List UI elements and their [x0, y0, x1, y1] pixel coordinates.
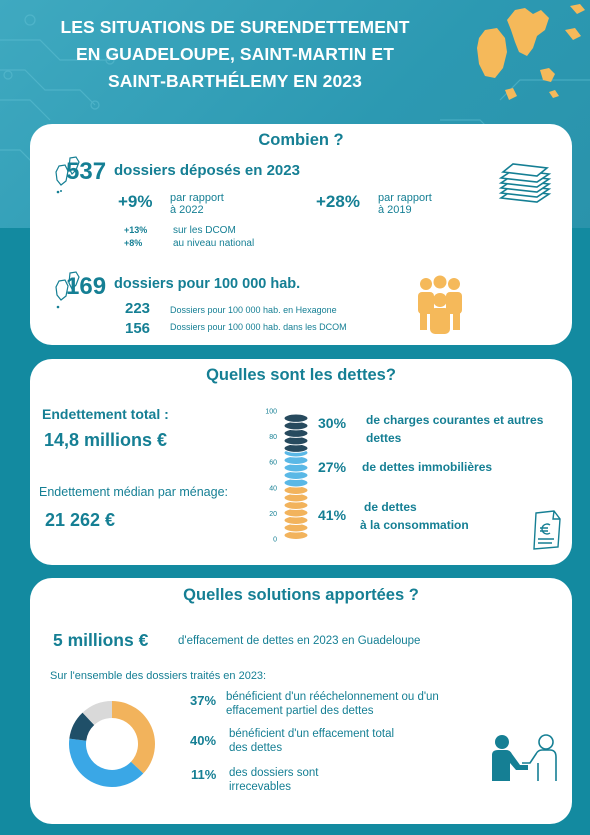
debt-stacked-chart: [255, 405, 315, 545]
stack-segment-0: [284, 486, 308, 539]
euro-document-icon: [528, 509, 564, 551]
axis-tick-label: 60: [269, 459, 277, 467]
pct-2019-label-1: par rapport: [378, 192, 432, 204]
national-pct: +8%: [124, 238, 143, 248]
axis-tick-label: 40: [269, 485, 277, 493]
dcom-count-label: Dossiers pour 100 000 hab. dans les DCOM: [170, 322, 347, 332]
card-dettes: [30, 359, 572, 565]
dette-pct-immo: 27%: [318, 459, 347, 475]
axis-tick-label: 0: [273, 536, 277, 544]
dette-label-charges-1: de charges courantes et autres: [366, 413, 544, 427]
endettement-total-value: 14,8 millions €: [44, 430, 168, 450]
pct-vs-2022: +9%: [118, 192, 153, 211]
effacement-label: d'effacement de dettes en 2023 en Guadeloupe: [178, 635, 421, 647]
dossiers-count: 537: [66, 158, 107, 185]
solution-pct-effacement-total: 40%: [190, 733, 217, 748]
per100k-label: dossiers pour 100 000 hab.: [114, 276, 301, 292]
pct-2022-label-1: par rapport: [170, 192, 224, 204]
section-title-dettes: Quelles sont les dettes?: [206, 366, 396, 384]
effacement-amount: 5 millions €: [53, 630, 149, 650]
pct-2022-label-2: à 2022: [170, 204, 204, 216]
solution-label-irrecevables-2: irrecevables: [229, 780, 291, 793]
dcom-pct: +13%: [124, 225, 148, 235]
per100k-count: 169: [66, 273, 107, 300]
dette-label-conso-2: à la consommation: [360, 518, 469, 532]
handshake-people-icon: [488, 733, 560, 783]
hexagone-label: Dossiers pour 100 000 hab. en Hexagone: [170, 305, 337, 315]
endettement-median-label: Endettement médian par ménage:: [39, 485, 229, 499]
solution-label-reechelonnement-2: effacement partiel des dettes: [226, 704, 374, 717]
dette-label-conso-1: de dettes: [364, 500, 417, 514]
title-line-2: EN GUADELOUPE, SAINT-MARTIN ET: [75, 44, 394, 64]
guadeloupe-map-icon: [445, 0, 590, 115]
hexagone-count: 223: [125, 300, 151, 317]
solution-pct-reechelonnement: 37%: [190, 693, 217, 708]
paper-stack-icon: [497, 158, 553, 208]
donut-slice-0: [112, 701, 155, 773]
solution-label-irrecevables-1: des dossiers sont: [229, 767, 319, 779]
stack-segment-1: [284, 449, 308, 487]
axis-tick-label: 100: [265, 408, 277, 416]
solution-label-reechelonnement-1: bénéficient d'un rééchelonnement ou d'un: [226, 691, 439, 703]
dette-label-immo: de dettes immobilières: [362, 460, 493, 474]
dette-pct-conso: 41%: [318, 507, 347, 523]
pct-vs-2019: +28%: [316, 192, 360, 211]
dette-pct-charges: 30%: [318, 415, 347, 431]
solution-pct-irrecevables: 11%: [191, 767, 217, 782]
card-combien: [30, 124, 572, 345]
national-label: au niveau national: [173, 238, 255, 249]
page-title: [20, 14, 450, 95]
section-title-combien: Combien ?: [258, 131, 344, 149]
solutions-donut-chart: [66, 698, 158, 790]
endettement-total-label: Endettement total :: [42, 406, 169, 422]
dcom-count: 156: [125, 320, 151, 337]
card-solutions: [30, 578, 572, 824]
endettement-median-value: 21 262 €: [45, 510, 116, 530]
pct-2019-label-2: à 2019: [378, 204, 412, 216]
solution-label-effacement-total-2: des dettes: [229, 741, 283, 754]
axis-tick-label: 20: [269, 510, 277, 518]
section-title-solutions: Quelles solutions apportées ?: [183, 586, 419, 604]
people-group-icon: [412, 274, 467, 339]
axis-tick-label: 80: [269, 434, 277, 442]
dossiers-label: dossiers déposés en 2023: [114, 162, 300, 179]
dcom-label: sur les DCOM: [173, 225, 236, 236]
title-line-1: LES SITUATIONS DE SURENDETTEMENT: [60, 17, 410, 37]
stack-segment-2: [284, 414, 308, 452]
solution-label-effacement-total-1: bénéficient d'un effacement total: [229, 728, 395, 740]
dossiers-traites-label: Sur l'ensemble des dossiers traités en 2023:: [50, 670, 267, 682]
coin: [284, 414, 308, 422]
dette-label-charges-2: dettes: [366, 431, 402, 445]
title-line-3: SAINT-BARTHÉLEMY EN 2023: [108, 71, 362, 91]
